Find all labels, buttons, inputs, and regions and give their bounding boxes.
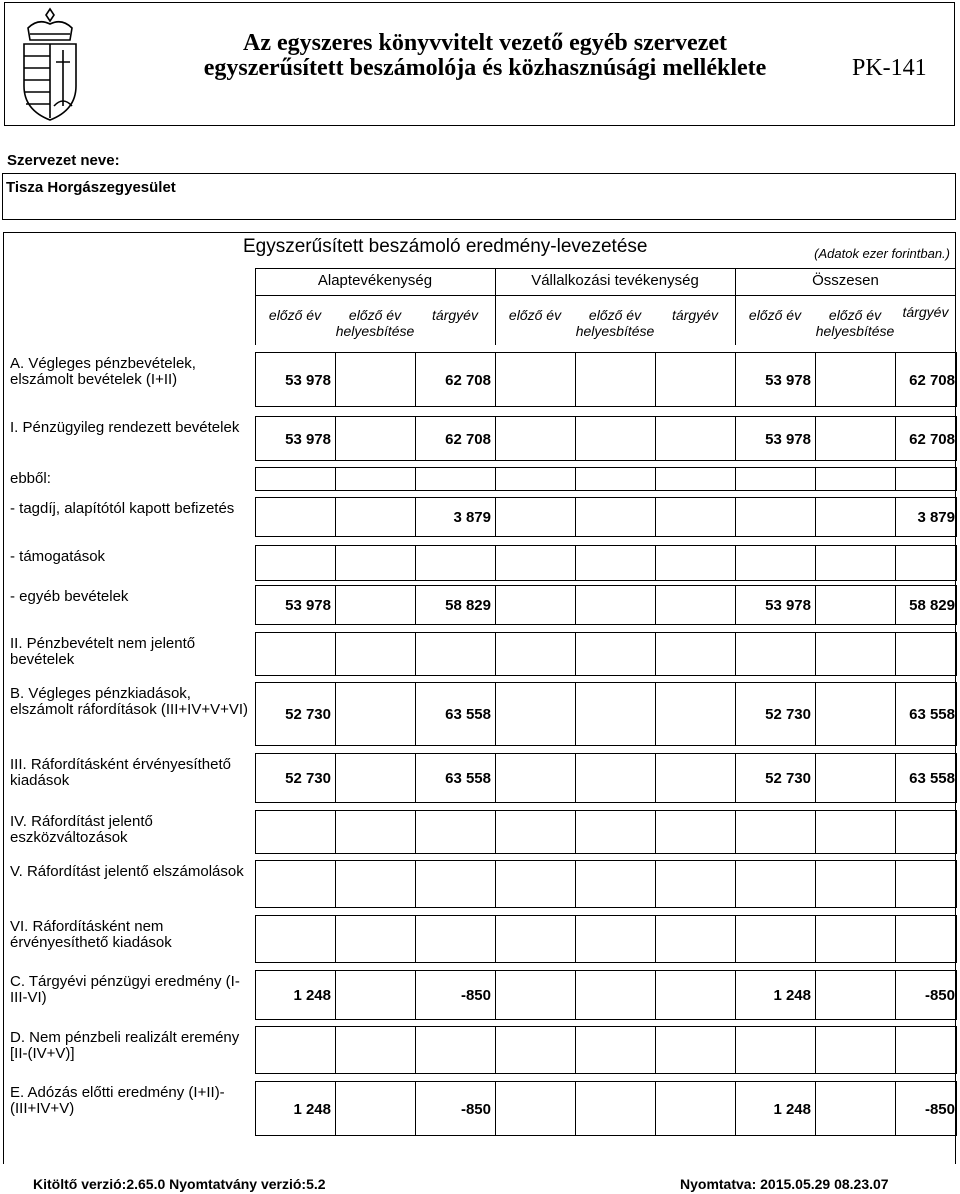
column-header bbox=[735, 307, 815, 323]
table-cell bbox=[895, 632, 957, 676]
table-cell bbox=[255, 915, 336, 963]
coat-of-arms-icon bbox=[14, 6, 86, 124]
row-value: 3 879 bbox=[917, 509, 955, 526]
table-cell bbox=[655, 860, 736, 908]
table-cell bbox=[335, 545, 416, 581]
row-value: 1 248 bbox=[773, 1100, 811, 1118]
table-cell bbox=[495, 585, 576, 625]
row-label: E. Adózás előtti eredmény (I+II)-(III+IV+V) bbox=[10, 1084, 225, 1117]
row-value: 58 829 bbox=[445, 597, 491, 614]
table-cell bbox=[415, 632, 496, 676]
row-value: 1 248 bbox=[293, 987, 331, 1004]
column-header bbox=[575, 307, 655, 339]
table-cell bbox=[495, 1081, 576, 1136]
row-value: 63 558 bbox=[445, 770, 491, 787]
row-label: VI. Ráfordításként nem érvényesíthető kiadások bbox=[10, 918, 172, 951]
table-cell bbox=[335, 1026, 416, 1074]
table-cell bbox=[895, 915, 957, 963]
row-label: - támogatások bbox=[10, 548, 106, 565]
row-value: 53 978 bbox=[765, 430, 811, 448]
row-label: ebből: bbox=[10, 470, 51, 487]
column-header-line2: helyesbítése bbox=[815, 323, 895, 339]
table-cell bbox=[575, 497, 656, 537]
table-cell bbox=[815, 1026, 896, 1074]
table-cell bbox=[655, 497, 736, 537]
table-cell bbox=[575, 352, 656, 407]
table-cell bbox=[815, 860, 896, 908]
table-cell bbox=[335, 632, 416, 676]
table-cell bbox=[495, 416, 576, 461]
table-cell bbox=[735, 1026, 816, 1074]
row-value: 63 558 bbox=[445, 706, 491, 723]
table-cell bbox=[735, 860, 816, 908]
table-cell bbox=[815, 545, 896, 581]
column-header-line1: tárgyév bbox=[902, 304, 949, 320]
row-label: - tagdíj, alapítótól kapott befizetés bbox=[10, 500, 235, 517]
table-cell bbox=[335, 860, 416, 908]
table-cell bbox=[575, 416, 656, 461]
table-cell bbox=[575, 632, 656, 676]
row-label: - egyéb bevételek bbox=[10, 588, 129, 605]
table-cell bbox=[735, 497, 816, 537]
row-label: A. Végleges pénzbevételek, elszámolt bevételek (I+II) bbox=[10, 355, 196, 388]
table-cell bbox=[415, 467, 496, 491]
table-cell bbox=[335, 915, 416, 963]
column-header bbox=[415, 307, 495, 323]
row-value: 52 730 bbox=[765, 706, 811, 723]
organization-name: Tisza Horgászegyesület bbox=[6, 179, 176, 196]
row-value: 62 708 bbox=[445, 371, 491, 389]
column-header-line1: előző év bbox=[348, 307, 402, 323]
table-cell bbox=[495, 1026, 576, 1074]
table-cell bbox=[495, 545, 576, 581]
row-value: 63 558 bbox=[909, 706, 955, 723]
column-header-line2: helyesbítése bbox=[335, 323, 415, 339]
row-value: -850 bbox=[924, 1100, 955, 1118]
column-header-line1: előző év bbox=[828, 307, 882, 323]
row-value: 62 708 bbox=[445, 430, 491, 448]
column-header bbox=[335, 307, 415, 339]
column-header-line1: tárgyév bbox=[672, 307, 718, 323]
table-cell bbox=[815, 915, 896, 963]
table-cell bbox=[415, 1026, 496, 1074]
column-header-line1: előző év bbox=[748, 307, 802, 323]
row-label: V. Ráfordítást jelentő elszámolások bbox=[10, 863, 244, 880]
table-cell bbox=[655, 467, 736, 491]
table-cell bbox=[575, 753, 656, 803]
table-cell bbox=[575, 860, 656, 908]
row-value: -850 bbox=[460, 987, 491, 1004]
table-cell bbox=[895, 860, 957, 908]
organization-label: Szervezet neve: bbox=[7, 152, 120, 169]
row-label: I. Pénzügyileg rendezett bevételek bbox=[10, 419, 240, 436]
table-cell bbox=[655, 632, 736, 676]
table-cell bbox=[655, 545, 736, 581]
row-value: 62 708 bbox=[909, 430, 955, 448]
table-title: Egyszerűsített beszámoló eredmény-levezetése bbox=[243, 236, 648, 257]
table-cell bbox=[335, 810, 416, 854]
row-label: III. Ráfordításként érvényesíthető kiadások bbox=[10, 756, 231, 789]
table-cell bbox=[575, 682, 656, 746]
table-cell bbox=[335, 467, 416, 491]
column-header bbox=[255, 307, 335, 323]
table-cell bbox=[255, 860, 336, 908]
column-header-line1: tárgyév bbox=[432, 307, 478, 323]
table-cell bbox=[495, 352, 576, 407]
table-cell bbox=[415, 545, 496, 581]
table-cell bbox=[495, 682, 576, 746]
table-cell bbox=[735, 467, 816, 491]
table-cell bbox=[735, 915, 816, 963]
column-header-line1: előző év bbox=[588, 307, 642, 323]
table-cell bbox=[895, 545, 957, 581]
form-code: PK-141 bbox=[852, 55, 927, 81]
table-cell bbox=[415, 915, 496, 963]
table-cell bbox=[495, 497, 576, 537]
table-cell bbox=[495, 753, 576, 803]
column-header bbox=[815, 307, 895, 339]
table-cell bbox=[255, 497, 336, 537]
column-header-line2: helyesbítése bbox=[575, 323, 655, 339]
table-cell bbox=[895, 810, 957, 854]
group-header-alaptevekenyseg: Alaptevékenység bbox=[317, 272, 433, 289]
column-header bbox=[655, 307, 735, 323]
table-cell bbox=[495, 860, 576, 908]
table-cell bbox=[815, 810, 896, 854]
table-cell bbox=[735, 632, 816, 676]
table-cell bbox=[255, 810, 336, 854]
row-label: IV. Ráfordítást jelentő eszközváltozások bbox=[10, 813, 153, 846]
row-label: II. Pénzbevételt nem jelentő bevételek bbox=[10, 635, 196, 668]
table-cell bbox=[495, 810, 576, 854]
row-value: -850 bbox=[924, 987, 955, 1004]
column-header-line1: előző év bbox=[508, 307, 562, 323]
table-cell bbox=[575, 915, 656, 963]
table-cell bbox=[575, 467, 656, 491]
row-value: 1 248 bbox=[773, 987, 811, 1004]
row-value: -850 bbox=[460, 1100, 491, 1118]
unit-note: (Adatok ezer forintban.) bbox=[814, 246, 950, 261]
group-header-vallalkozasi: Vállalkozási tevékenység bbox=[531, 272, 699, 289]
table-cell bbox=[495, 970, 576, 1020]
row-value: 63 558 bbox=[909, 770, 955, 787]
row-value: 52 730 bbox=[765, 770, 811, 787]
table-cell bbox=[415, 860, 496, 908]
table-cell bbox=[735, 545, 816, 581]
form-title-line2: egyszerűsített beszámolója és közhasznúsági melléklete bbox=[203, 55, 767, 81]
table-cell bbox=[415, 810, 496, 854]
table-cell bbox=[655, 1026, 736, 1074]
table-cell bbox=[815, 632, 896, 676]
table-cell bbox=[575, 810, 656, 854]
form-title-line1: Az egyszeres könyvvitelt vezető egyéb szervezet bbox=[242, 30, 727, 56]
table-cell bbox=[255, 1026, 336, 1074]
table-cell bbox=[895, 1026, 957, 1074]
table-cell bbox=[895, 467, 957, 491]
footer-printed: Nyomtatva: 2015.05.29 08.23.07 bbox=[680, 1176, 889, 1192]
footer-version: Kitöltő verzió:2.65.0 Nyomtatvány verzió:5.2 bbox=[33, 1176, 326, 1192]
table-cell bbox=[255, 632, 336, 676]
row-value: 53 978 bbox=[285, 371, 331, 389]
row-value: 53 978 bbox=[765, 371, 811, 389]
table-cell bbox=[655, 810, 736, 854]
group-header-osszesen: Összesen bbox=[812, 272, 879, 289]
table-cell bbox=[255, 467, 336, 491]
table-cell bbox=[495, 915, 576, 963]
table-cell bbox=[735, 810, 816, 854]
row-label: B. Végleges pénzkiadások, elszámolt ráfordítások (III+IV+V+VI) bbox=[10, 685, 249, 718]
table-cell bbox=[495, 632, 576, 676]
table-cell bbox=[575, 1026, 656, 1074]
table-cell bbox=[655, 915, 736, 963]
row-value: 62 708 bbox=[909, 371, 955, 389]
row-value: 3 879 bbox=[453, 509, 491, 526]
column-header bbox=[895, 304, 956, 320]
table-cell bbox=[575, 1081, 656, 1136]
table-cell bbox=[575, 545, 656, 581]
row-value: 52 730 bbox=[285, 706, 331, 723]
table-cell bbox=[575, 585, 656, 625]
row-value: 53 978 bbox=[765, 597, 811, 614]
column-header-line1: előző év bbox=[268, 307, 322, 323]
row-label: D. Nem pénzbeli realizált eremény [II-(IV+V)] bbox=[10, 1029, 240, 1062]
row-label: C. Tárgyévi pénzügyi eredmény (I-III-VI) bbox=[10, 973, 240, 1006]
row-value: 53 978 bbox=[285, 597, 331, 614]
table-cell bbox=[255, 545, 336, 581]
column-header bbox=[495, 307, 575, 323]
row-value: 52 730 bbox=[285, 770, 331, 787]
row-value: 1 248 bbox=[293, 1100, 331, 1118]
table-cell bbox=[575, 970, 656, 1020]
table-cell bbox=[495, 467, 576, 491]
row-value: 53 978 bbox=[285, 430, 331, 448]
table-cell bbox=[815, 467, 896, 491]
row-value: 58 829 bbox=[909, 597, 955, 614]
